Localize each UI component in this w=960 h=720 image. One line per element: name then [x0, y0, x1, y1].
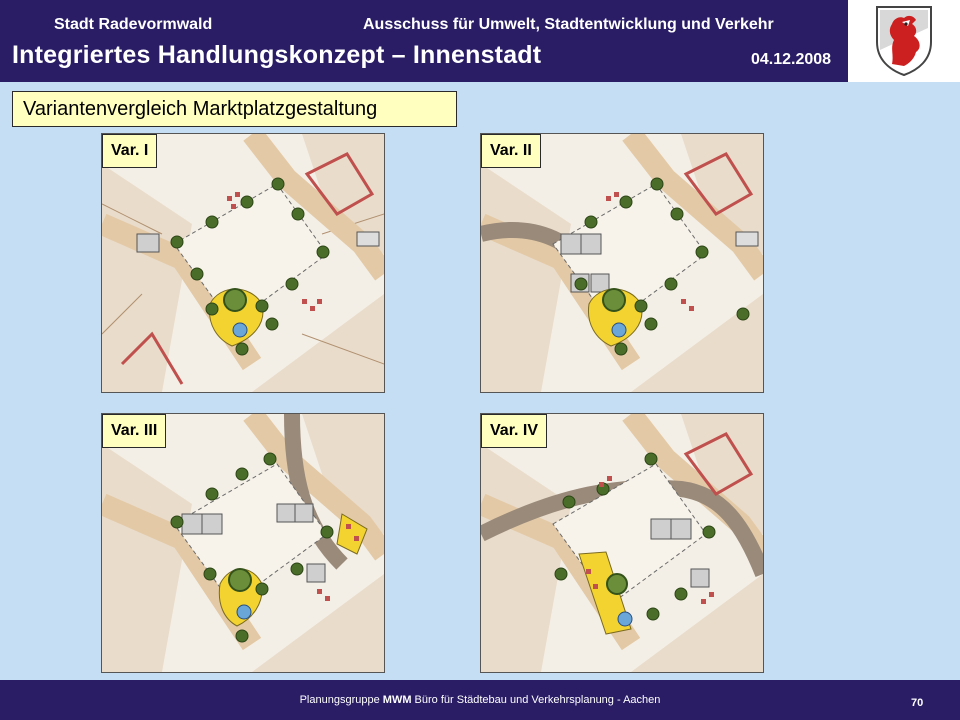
site-plan-drawing: [102, 134, 384, 392]
slide-header: [0, 0, 848, 82]
variant-label: Var. III: [102, 414, 166, 448]
coat-of-arms-icon: [874, 4, 934, 78]
slide-date: 04.12.2008: [751, 51, 832, 68]
slide-title: Integriertes Handlungskonzept – Innenstadt: [12, 41, 542, 69]
site-plan-drawing: [481, 414, 763, 672]
page-number: 70: [911, 697, 924, 709]
footer-suffix: Büro für Städtebau und Verkehrsplanung - Aachen: [411, 694, 661, 706]
footer-firm: MWM: [382, 694, 412, 706]
site-plan-drawing: [481, 134, 763, 392]
section-subtitle: Variantenvergleich Marktplatzgestaltung: [12, 91, 457, 127]
variant-label: Var. II: [481, 134, 541, 168]
variant-label: Var. IV: [481, 414, 547, 448]
variant-plan-4: [480, 413, 764, 673]
slide-footer: [0, 680, 960, 720]
site-plan-drawing: [102, 414, 384, 672]
footer-prefix: Planungsgruppe: [299, 694, 383, 706]
variant-label: Var. I: [102, 134, 157, 168]
town-name: Stadt Radevormwald: [54, 16, 213, 33]
variant-plan-3: [101, 413, 385, 673]
footer-credit: [0, 694, 960, 706]
crest-panel: [848, 0, 960, 82]
variant-plan-2: [480, 133, 764, 393]
variant-plan-1: [101, 133, 385, 393]
committee-name: Ausschuss für Umwelt, Stadtentwicklung und Verkehr: [363, 16, 774, 33]
